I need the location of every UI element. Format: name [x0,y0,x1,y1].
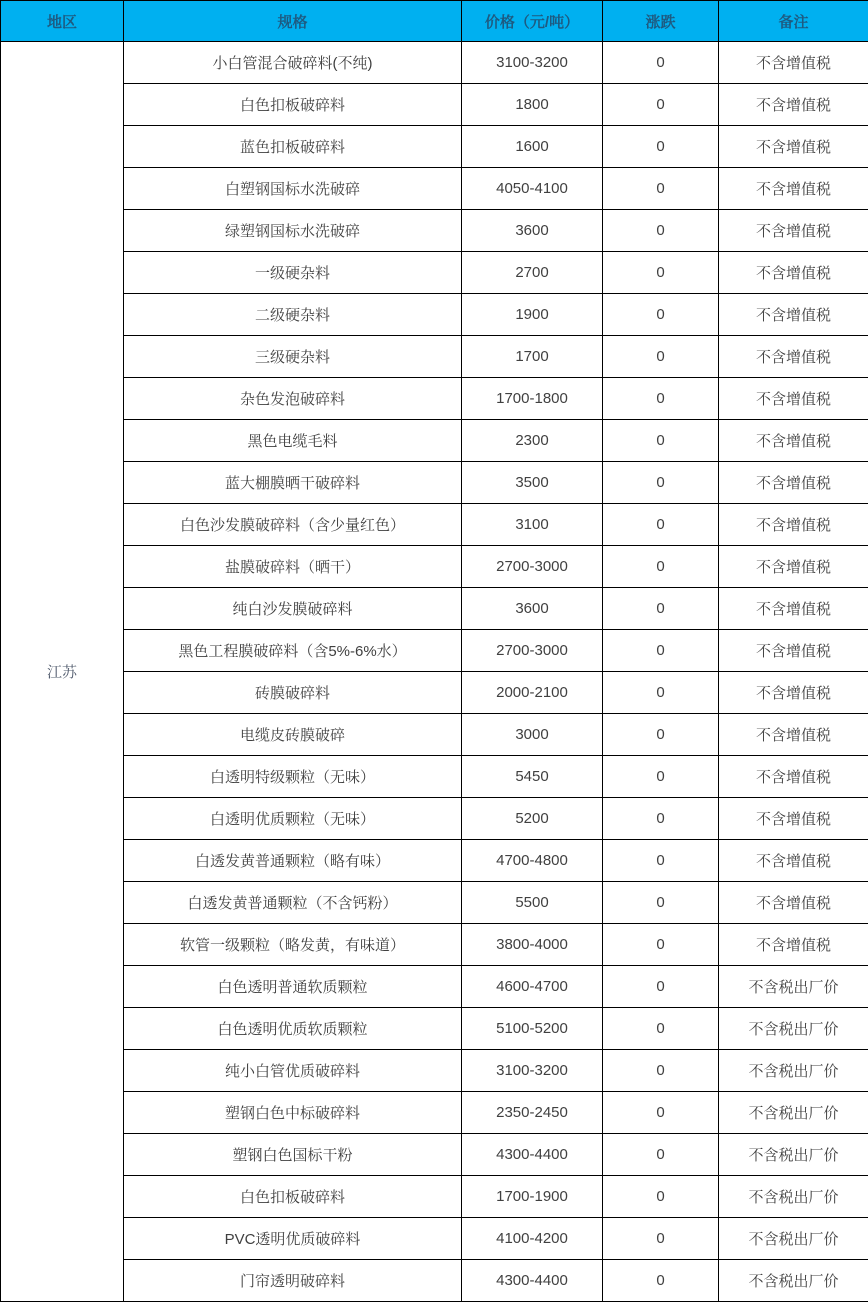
price-cell: 4300-4400 [462,1134,603,1176]
spec-cell: 白色扣板破碎料 [124,84,462,126]
price-cell: 1700-1900 [462,1176,603,1218]
note-cell: 不含增值税 [719,378,868,420]
change-cell: 0 [603,756,719,798]
price-cell: 3600 [462,588,603,630]
table-row [1,84,868,126]
change-cell: 0 [603,840,719,882]
note-cell: 不含增值税 [719,630,868,672]
note-cell: 不含税出厂价 [719,1176,868,1218]
change-cell: 0 [603,462,719,504]
spec-cell: 小白管混合破碎料(不纯) [124,42,462,84]
spec-cell: 白透明特级颗粒（无味） [124,756,462,798]
note-cell: 不含税出厂价 [719,1218,868,1260]
table-row [1,210,868,252]
note-cell: 不含税出厂价 [719,1092,868,1134]
table-row [1,672,868,714]
spec-cell: 纯白沙发膜破碎料 [124,588,462,630]
price-cell: 3000 [462,714,603,756]
price-cell: 3600 [462,210,603,252]
change-cell: 0 [603,378,719,420]
spec-cell: 一级硬杂料 [124,252,462,294]
note-cell: 不含增值税 [719,546,868,588]
price-cell: 4600-4700 [462,966,603,1008]
price-cell: 5200 [462,798,603,840]
change-cell: 0 [603,1050,719,1092]
spec-cell: 纯小白管优质破碎料 [124,1050,462,1092]
note-cell: 不含增值税 [719,294,868,336]
change-cell: 0 [603,1260,719,1302]
table-row [1,798,868,840]
note-cell: 不含增值税 [719,84,868,126]
table-row [1,630,868,672]
header-row [1,1,868,42]
table-body [1,42,868,1302]
table-row [1,462,868,504]
price-cell: 1900 [462,294,603,336]
note-cell: 不含增值税 [719,924,868,966]
table-row [1,1008,868,1050]
change-cell: 0 [603,1218,719,1260]
note-cell: 不含增值税 [719,588,868,630]
table-header [1,1,868,42]
spec-cell: 白透发黄普通颗粒（不含钙粉） [124,882,462,924]
change-cell: 0 [603,546,719,588]
spec-cell: 电缆皮砖膜破碎 [124,714,462,756]
note-cell: 不含增值税 [719,840,868,882]
price-cell: 3100-3200 [462,1050,603,1092]
table-row [1,126,868,168]
price-cell: 3100-3200 [462,42,603,84]
spec-cell: 绿塑钢国标水洗破碎 [124,210,462,252]
table-row [1,420,868,462]
note-cell: 不含增值税 [719,672,868,714]
change-cell: 0 [603,336,719,378]
price-cell: 4100-4200 [462,1218,603,1260]
table-row [1,252,868,294]
price-cell: 2700-3000 [462,546,603,588]
note-cell: 不含增值税 [719,126,868,168]
price-cell: 4300-4400 [462,1260,603,1302]
table-row [1,168,868,210]
table-row [1,504,868,546]
price-cell: 2300 [462,420,603,462]
spec-cell: 二级硬杂料 [124,294,462,336]
change-cell: 0 [603,420,719,462]
spec-cell: 三级硬杂料 [124,336,462,378]
change-cell: 0 [603,1134,719,1176]
spec-cell: 白色沙发膜破碎料（含少量红色） [124,504,462,546]
note-cell: 不含增值税 [719,882,868,924]
note-cell: 不含增值税 [719,714,868,756]
table-row [1,756,868,798]
change-cell: 0 [603,1092,719,1134]
note-cell: 不含增值税 [719,798,868,840]
table-row [1,336,868,378]
price-cell: 2700 [462,252,603,294]
spec-cell: 白色透明普通软质颗粒 [124,966,462,1008]
spec-cell: 白色透明优质软质颗粒 [124,1008,462,1050]
table-row [1,378,868,420]
price-cell: 2000-2100 [462,672,603,714]
table-row [1,294,868,336]
change-cell: 0 [603,210,719,252]
table-row [1,1092,868,1134]
spec-cell: 蓝大棚膜晒干破碎料 [124,462,462,504]
spec-cell: 砖膜破碎料 [124,672,462,714]
region-cell: 江苏 [1,42,124,1302]
note-cell: 不含税出厂价 [719,1050,868,1092]
spec-cell: 门帘透明破碎料 [124,1260,462,1302]
price-cell: 3800-4000 [462,924,603,966]
note-cell: 不含增值税 [719,336,868,378]
price-cell: 1700-1800 [462,378,603,420]
price-cell: 5100-5200 [462,1008,603,1050]
change-cell: 0 [603,504,719,546]
table-row [1,42,868,84]
table-row [1,546,868,588]
note-cell: 不含增值税 [719,420,868,462]
spec-cell: 塑钢白色中标破碎料 [124,1092,462,1134]
note-cell: 不含增值税 [719,168,868,210]
table-row [1,882,868,924]
change-cell: 0 [603,672,719,714]
spec-cell: 白透明优质颗粒（无味） [124,798,462,840]
change-cell: 0 [603,126,719,168]
price-cell: 2350-2450 [462,1092,603,1134]
note-cell: 不含税出厂价 [719,1008,868,1050]
change-cell: 0 [603,42,719,84]
header-cell-change: 涨跌 [603,1,719,42]
note-cell: 不含税出厂价 [719,1260,868,1302]
spec-cell: 白色扣板破碎料 [124,1176,462,1218]
header-cell-note: 备注 [719,1,868,42]
table-row [1,588,868,630]
change-cell: 0 [603,1176,719,1218]
price-cell: 4050-4100 [462,168,603,210]
note-cell: 不含增值税 [719,756,868,798]
note-cell: 不含增值税 [719,210,868,252]
header-cell-spec: 规格 [124,1,462,42]
price-cell: 4700-4800 [462,840,603,882]
change-cell: 0 [603,1008,719,1050]
table-row [1,1218,868,1260]
spec-cell: 白塑钢国标水洗破碎 [124,168,462,210]
spec-cell: 塑钢白色国标干粉 [124,1134,462,1176]
spec-cell: PVC透明优质破碎料 [124,1218,462,1260]
change-cell: 0 [603,294,719,336]
price-cell: 2700-3000 [462,630,603,672]
change-cell: 0 [603,882,719,924]
table-row [1,1176,868,1218]
change-cell: 0 [603,714,719,756]
spec-cell: 白透发黄普通颗粒（略有味） [124,840,462,882]
price-cell: 1600 [462,126,603,168]
change-cell: 0 [603,588,719,630]
note-cell: 不含增值税 [719,252,868,294]
price-cell: 1700 [462,336,603,378]
price-cell: 3500 [462,462,603,504]
price-cell: 1800 [462,84,603,126]
change-cell: 0 [603,798,719,840]
spec-cell: 蓝色扣板破碎料 [124,126,462,168]
header-cell-price: 价格（元/吨） [462,1,603,42]
table-row [1,966,868,1008]
spec-cell: 杂色发泡破碎料 [124,378,462,420]
table-row [1,840,868,882]
change-cell: 0 [603,252,719,294]
table-row [1,1260,868,1302]
spec-cell: 黑色工程膜破碎料（含5%-6%水） [124,630,462,672]
change-cell: 0 [603,630,719,672]
note-cell: 不含增值税 [719,42,868,84]
change-cell: 0 [603,84,719,126]
change-cell: 0 [603,924,719,966]
table-row [1,1050,868,1092]
price-cell: 5500 [462,882,603,924]
header-cell-region: 地区 [1,1,124,42]
change-cell: 0 [603,966,719,1008]
note-cell: 不含税出厂价 [719,1134,868,1176]
spec-cell: 黑色电缆毛料 [124,420,462,462]
table-row [1,714,868,756]
note-cell: 不含增值税 [719,504,868,546]
note-cell: 不含增值税 [719,462,868,504]
change-cell: 0 [603,168,719,210]
table-row [1,924,868,966]
price-cell: 3100 [462,504,603,546]
spec-cell: 盐膜破碎料（晒干） [124,546,462,588]
table-row [1,1134,868,1176]
spec-cell: 软管一级颗粒（略发黄，有味道） [124,924,462,966]
note-cell: 不含税出厂价 [719,966,868,1008]
price-cell: 5450 [462,756,603,798]
